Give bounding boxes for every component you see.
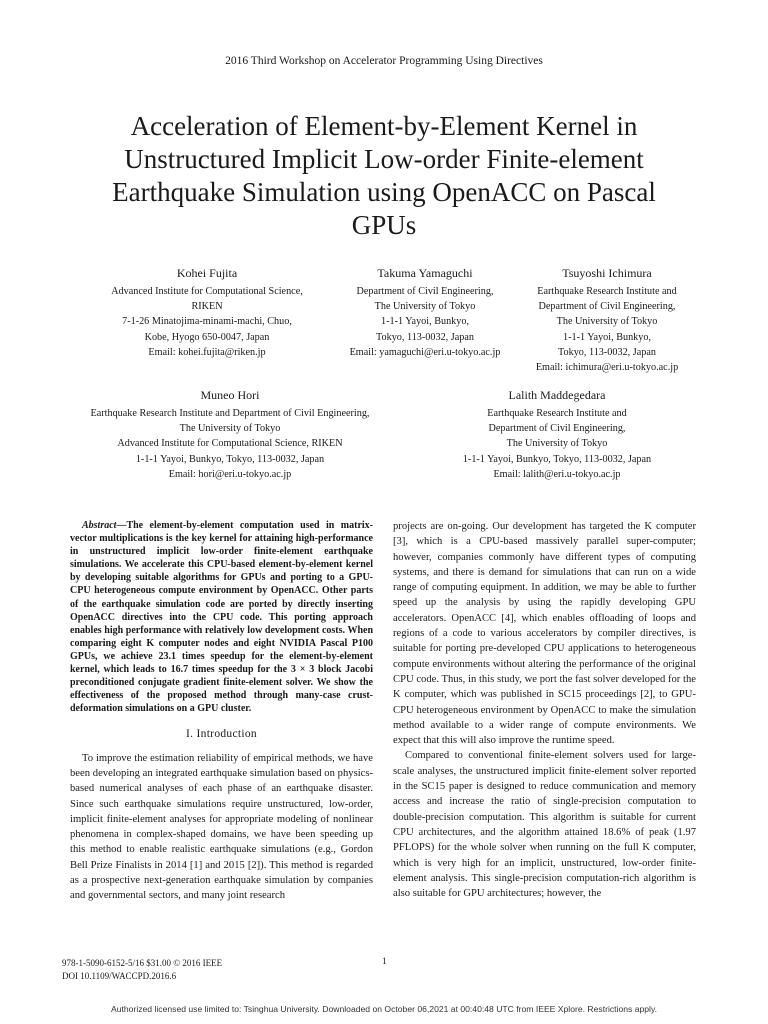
affiliation-line: 1-1-1 Yayoi, Bunkyo,	[380, 316, 469, 328]
abstract-text: —The element-by-element computation used in matrix-vector multiplications is the key kernel for attaining high-performance in unstructured implicit low-order finite-element earthquake simulations. We accelerate this CPU-based element-by-element kernel by developing suitable algorithms for GPUs and porting to a GPU-CPU heterogeneous compute environment by OpenACC. Other parts of the earthquake simulation code are ported by directly inserting OpenACC directives into the CPU code. This porting approach enables high performance with relatively low development costs. When comparing eight K computer nodes and eight NVIDIA Pascal P100 GPUs, we achieve 23.1 times speedup for the element-by-element kernel, which leads to 16.7 times speedup for the 3 × 3 block Jacobi preconditioned conjugate gradient finite-element solver. We show the effectiveness of the proposed method through many-case crust-deformation simulations on a GPU cluster.	[70, 520, 373, 715]
author-block-maddegedara	[432, 386, 682, 482]
affiliation-line: Kobe, Hyogo 650-0047, Japan	[144, 331, 270, 343]
affiliation-line: The University of Tokyo	[374, 301, 476, 313]
section-heading-introduction: I. Introduction	[186, 728, 257, 741]
isbn-line: 978-1-5090-6152-5/16 $31.00 © 2016 IEEE	[62, 958, 223, 968]
affiliation-line: Advanced Institute for Computational Science,	[111, 286, 303, 297]
title-line: Unstructured Implicit Low-order Finite-element	[124, 144, 644, 174]
affiliation-line: Advanced Institute for Computational Science, RIKEN	[117, 438, 343, 450]
page-number: 1	[382, 957, 387, 967]
affiliation-line: 1-1-1 Yayoi, Bunkyo, Tokyo, 113-0032, Japan	[462, 453, 652, 465]
copyright-footer	[62, 957, 222, 983]
author-name: Lalith Maddegedara	[508, 388, 606, 402]
author-name: Tsuyoshi Ichimura	[562, 266, 652, 280]
author-block-ichimura	[517, 264, 697, 375]
paper-title	[70, 110, 698, 242]
author-email: Email: kohei.fujita@riken.jp	[148, 346, 266, 358]
affiliation-line: The University of Tokyo	[506, 438, 608, 450]
author-name: Muneo Hori	[200, 388, 260, 402]
affiliation-line: Department of Civil Engineering,	[538, 301, 676, 313]
title-line: GPUs	[351, 210, 417, 240]
affiliation-line: Tokyo, 113-0032, Japan	[558, 346, 656, 358]
doi-line: DOI 10.1109/WACCPD.2016.6	[62, 971, 177, 981]
abstract	[70, 519, 373, 715]
body-paragraph: projects are on-going. Our development has targeted the K computer [3], which is a CPU-based massively parallel super-computer; however, companies commonly have different types of computing systems, and there is demand for simulations that can run on a wide range of computing equipment. In addition, we may be able to further speed up the analysis by using the rapidly developing GPU accelerators. OpenACC [4], which enables offloading of loops and regions of a code to various accelerators by compiler directives, is suitable for porting pre-developed CPU applications to heterogeneous compute environments without altering the performance of the original CPU code. Thus, in this study, we port the fast solver developed for the K computer, which was published in SC15 proceedings [2], to GPU-CPU heterogeneous environment by OpenACC to make the simulation method available to a wider range of compute environments. We expect that this will also improve the runtime speed.	[393, 521, 696, 747]
affiliation-line: The University of Tokyo	[179, 423, 281, 435]
affiliation-line: Department of Civil Engineering,	[488, 423, 626, 435]
left-column	[70, 519, 373, 904]
author-email: Email: hori@eri.u-tokyo.ac.jp	[168, 468, 292, 480]
affiliation-line: Earthquake Research Institute and	[487, 408, 627, 419]
author-email: Email: lalith@eri.u-tokyo.ac.jp	[493, 468, 621, 480]
affiliation-line: The University of Tokyo	[556, 316, 658, 328]
author-name: Takuma Yamaguchi	[377, 266, 473, 280]
conference-header: 2016 Third Workshop on Accelerator Programming Using Directives	[225, 55, 543, 67]
affiliation-line: 1-1-1 Yayoi, Bunkyo, Tokyo, 113-0032, Japan	[135, 453, 325, 465]
title-line: Acceleration of Element-by-Element Kernel in	[130, 111, 638, 141]
license-notice: Authorized licensed use limited to: Tsinghua University. Downloaded on October 06,2021 at 00:40:48 UTC from IEEE Xplore. Restrictions apply.	[111, 1004, 657, 1014]
author-block-yamaguchi	[328, 264, 522, 360]
affiliation-line: Earthquake Research Institute and Department of Civil Engineering,	[90, 408, 370, 419]
author-block-hori	[40, 386, 420, 482]
affiliation-line: 1-1-1 Yayoi, Bunkyo,	[562, 331, 651, 343]
affiliation-line: 7-1-26 Minatojima-minami-machi, Chuo,	[122, 316, 292, 328]
affiliation-line: Earthquake Research Institute and	[537, 286, 677, 297]
author-email: Email: ichimura@eri.u-tokyo.ac.jp	[535, 362, 679, 374]
author-name: Kohei Fujita	[176, 266, 238, 280]
author-email: Email: yamaguchi@eri.u-tokyo.ac.jp	[349, 346, 501, 358]
affiliation-line: Tokyo, 113-0032, Japan	[376, 331, 474, 343]
affiliation-line: RIKEN	[191, 301, 223, 313]
body-paragraph: To improve the estimation reliability of empirical methods, we have been developing an integrated earthquake simulation based on physics-based numerical analyses of each phase of an earthquake disaster. Since such earthquake simulations require unstructured, low-order, implicit finite-element analyses for appropriate modeling of nonlinear phenomena in complex-shaped domains, we have been speeding up this method to enable realistic earthquake simulations (e.g., Gordon Bell Prize Finalists in 2014 [1] and 2015 [2]). This method is regarded as a prospective next-generation earthquake simulation by companies and governmental sectors, and many joint research	[70, 752, 373, 902]
abstract-label: Abstract	[82, 520, 117, 531]
author-block-fujita	[85, 264, 329, 360]
body-paragraph: Compared to conventional finite-element solvers used for large-scale analyses, the unstructured implicit finite-element solver reported in the SC15 paper is designed to reduce communication and memory access and increase the ratio of single-precision computation to double-precision computation. This algorithm is suitable for current CPU architectures, and the algorithm attained 18.6% of peak (1.97 PFLOPS) for the whole solver when running on the full K computer, which is very high for an implicit, unstructured, low-order finite-element analysis. This single-precision computation-rich algorithm is also suitable for GPU architectures; however, the	[393, 750, 696, 900]
title-line: Earthquake Simulation using OpenACC on Pascal	[112, 177, 656, 207]
right-column	[393, 519, 696, 901]
affiliation-line: Department of Civil Engineering,	[356, 286, 494, 297]
